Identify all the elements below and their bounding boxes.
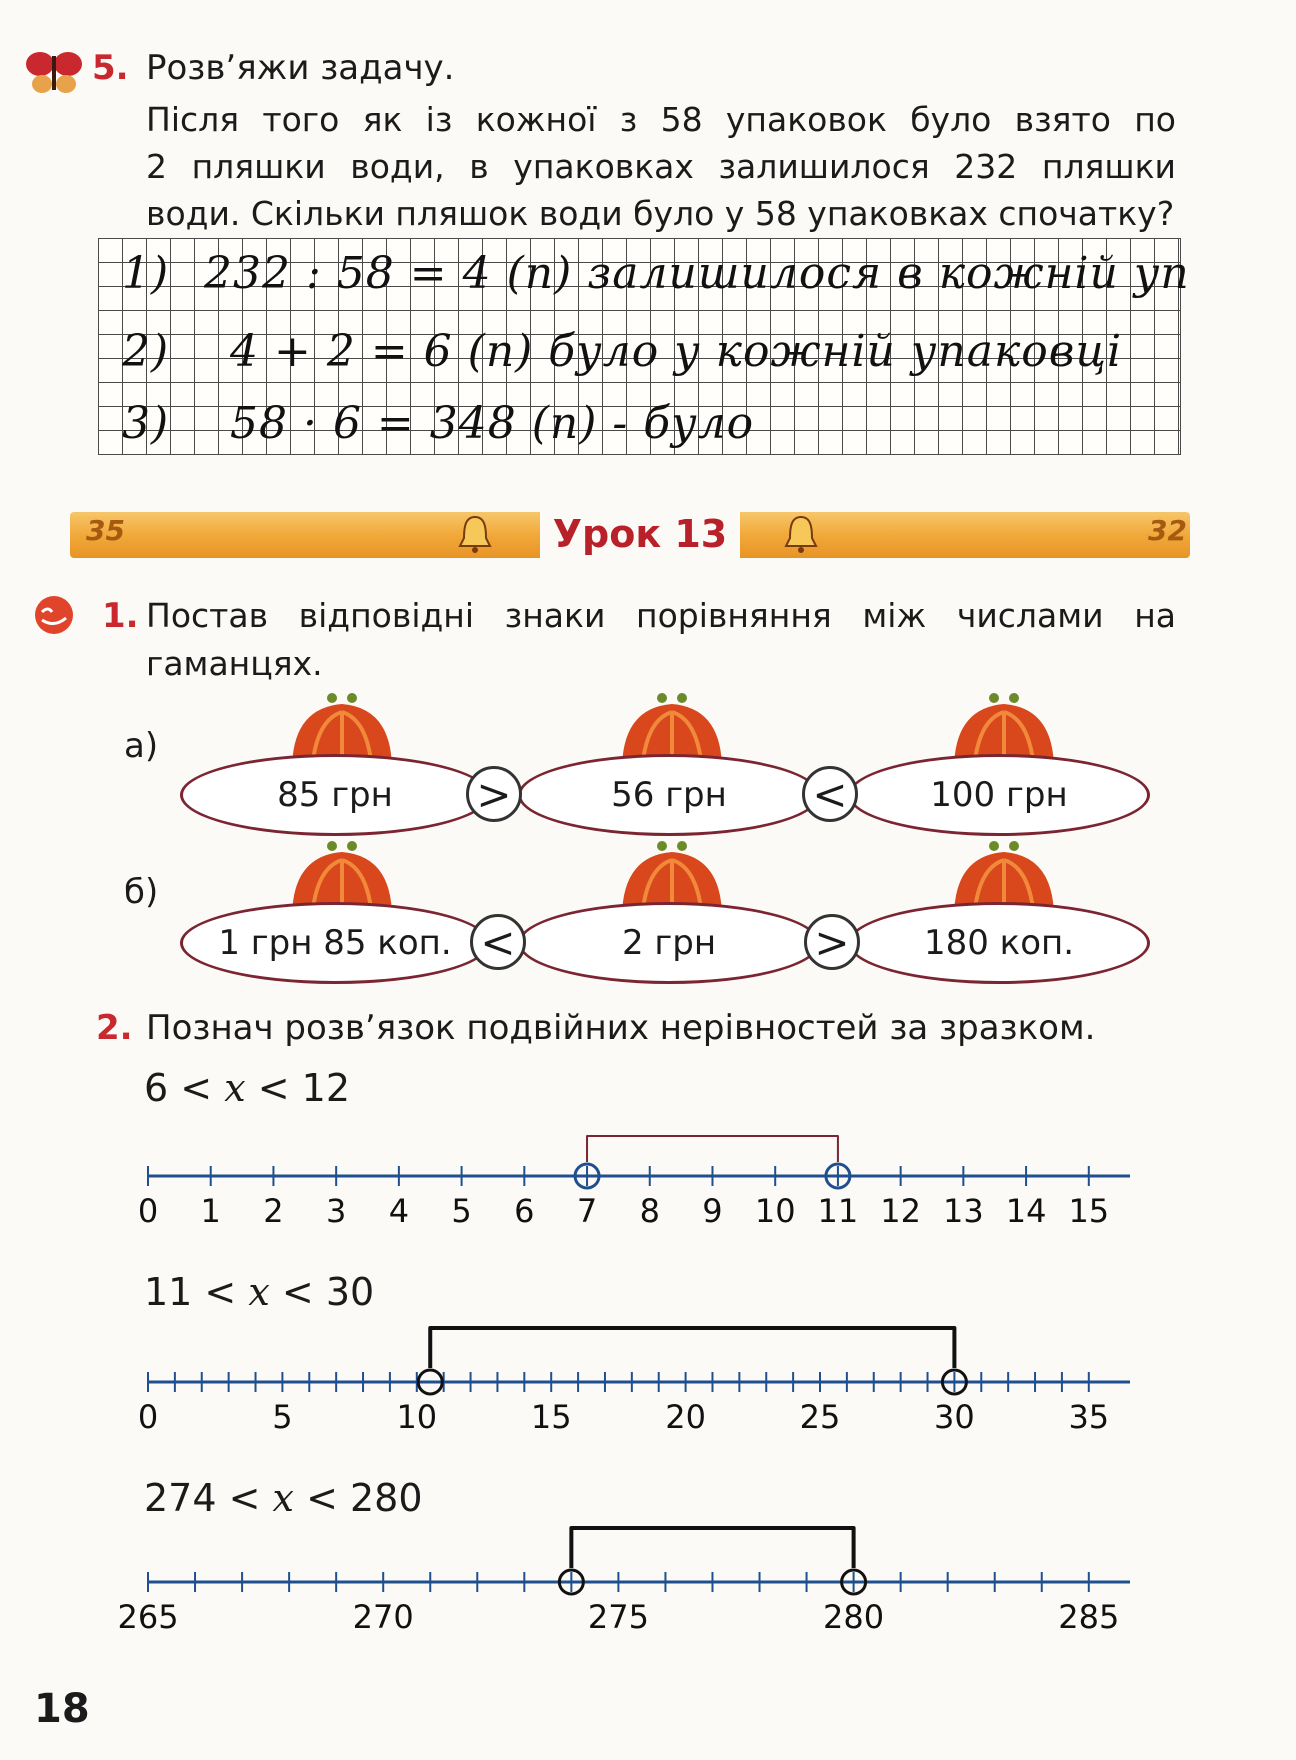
number-line-3 bbox=[117, 1520, 1140, 1640]
page-number: 18 bbox=[34, 1686, 90, 1732]
banner-left-mark: 35 bbox=[86, 514, 125, 547]
inequality-2-left: 11 < bbox=[144, 1270, 237, 1314]
butterfly-icon bbox=[22, 48, 86, 96]
purse-value-b1: 1 грн 85 коп. bbox=[180, 902, 490, 984]
bell-icon bbox=[458, 514, 492, 554]
row-b-label: б) bbox=[124, 872, 159, 912]
purse-value-a3: 100 грн bbox=[848, 754, 1150, 836]
task1-line1: Постав відповідні знаки порівняння між числами на bbox=[146, 596, 1176, 635]
task5-problem-line2: 2 пляшки води, в упаковках залишилося 232 пляшки bbox=[146, 147, 1176, 186]
tick-label: 0 bbox=[137, 1192, 159, 1230]
tick-label: 7 bbox=[576, 1192, 598, 1230]
tick-label: 5 bbox=[451, 1192, 472, 1230]
tick-label: 25 bbox=[799, 1398, 841, 1436]
tick-label: 3 bbox=[325, 1192, 347, 1230]
tick-label: 6 bbox=[514, 1192, 535, 1230]
inequality-1-left: 6 < bbox=[144, 1066, 213, 1110]
tick-label: 285 bbox=[1058, 1598, 1120, 1636]
bell-icon bbox=[784, 514, 818, 554]
solution-step-1-number: 1) bbox=[122, 248, 170, 299]
tick-label: 265 bbox=[117, 1598, 179, 1636]
inequality-1-var: x bbox=[224, 1066, 246, 1110]
solution-step-2-number: 2) bbox=[122, 326, 170, 377]
comparison-sign-b1[interactable]: < bbox=[470, 914, 526, 970]
tick-label: 275 bbox=[587, 1598, 649, 1636]
tick-label: 9 bbox=[702, 1192, 723, 1230]
tick-label: 13 bbox=[943, 1192, 984, 1230]
tick-label: 15 bbox=[530, 1398, 572, 1436]
tick-label: 280 bbox=[823, 1598, 885, 1636]
tick-label: 4 bbox=[388, 1192, 410, 1230]
comparison-sign-b2[interactable]: > bbox=[804, 914, 860, 970]
comparison-sign-a2[interactable]: < bbox=[802, 766, 858, 822]
solution-bracket bbox=[587, 1136, 838, 1162]
tick-label: 270 bbox=[352, 1598, 414, 1636]
task2-number: 2. bbox=[96, 1008, 133, 1048]
tick-label: 10 bbox=[396, 1398, 438, 1436]
solution-bracket bbox=[430, 1328, 954, 1368]
solution-step-2: 4 + 2 = 6 (п) було у кожній упаковці bbox=[230, 326, 1123, 377]
face-icon bbox=[30, 594, 84, 636]
tick-label: 15 bbox=[1068, 1192, 1110, 1230]
tick-label: 1 bbox=[200, 1192, 221, 1230]
task5-problem-line3: води. Скільки пляшок води було у 58 упаковках спочатку? bbox=[146, 194, 1175, 233]
inequality-1-right: < 12 bbox=[257, 1066, 351, 1110]
tick-label: 35 bbox=[1068, 1398, 1110, 1436]
task1-number: 1. bbox=[102, 596, 139, 636]
purse-value-b2: 2 грн bbox=[518, 902, 820, 984]
task1-line2: гаманцях. bbox=[146, 644, 323, 683]
purse-value-a2: 56 грн bbox=[518, 754, 820, 836]
solution-bracket bbox=[571, 1528, 853, 1568]
inequality-3-left: 274 < bbox=[144, 1476, 261, 1520]
inequality-2 bbox=[144, 1270, 374, 1314]
tick-label: 5 bbox=[272, 1398, 293, 1436]
lesson-title: Урок 13 bbox=[540, 506, 740, 562]
tick-label: 11 bbox=[817, 1192, 859, 1230]
tick-label: 8 bbox=[639, 1192, 660, 1230]
inequality-1 bbox=[144, 1066, 350, 1110]
banner-right-mark: 32 bbox=[1148, 514, 1187, 547]
inequality-3-right: < 280 bbox=[306, 1476, 423, 1520]
number-line-1 bbox=[137, 1120, 1140, 1230]
inequality-3-var: x bbox=[272, 1476, 294, 1520]
tick-label: 10 bbox=[754, 1192, 796, 1230]
inequality-3 bbox=[144, 1476, 423, 1520]
tick-label: 2 bbox=[263, 1192, 284, 1230]
solution-step-1: 232 : 58 = 4 (п) залишилося в кожній уп bbox=[204, 248, 1190, 299]
tick-label: 12 bbox=[880, 1192, 921, 1230]
tick-label: 20 bbox=[665, 1398, 706, 1436]
purse-value-a1: 85 грн bbox=[180, 754, 490, 836]
tick-label: 14 bbox=[1005, 1192, 1047, 1230]
solution-step-3: 58 · 6 = 348 (п) - було bbox=[230, 398, 755, 449]
comparison-sign-a1[interactable]: > bbox=[466, 766, 522, 822]
task5-problem-line1: Після того як із кожної з 58 упаковок було взято по bbox=[146, 100, 1176, 139]
tick-label: 0 bbox=[137, 1398, 159, 1436]
purse-value-b3: 180 коп. bbox=[848, 902, 1150, 984]
inequality-2-var: x bbox=[248, 1270, 270, 1314]
row-a-label: а) bbox=[124, 726, 159, 766]
number-line-2 bbox=[137, 1320, 1140, 1440]
task5-heading: Розв’яжи задачу. bbox=[146, 48, 455, 88]
solution-step-3-number: 3) bbox=[122, 398, 170, 449]
tick-label: 30 bbox=[934, 1398, 975, 1436]
task2-heading: Познач розв’язок подвійних нерівностей за зразком. bbox=[146, 1008, 1096, 1048]
inequality-2-right: < 30 bbox=[281, 1270, 375, 1314]
task5-number: 5. bbox=[92, 48, 129, 88]
